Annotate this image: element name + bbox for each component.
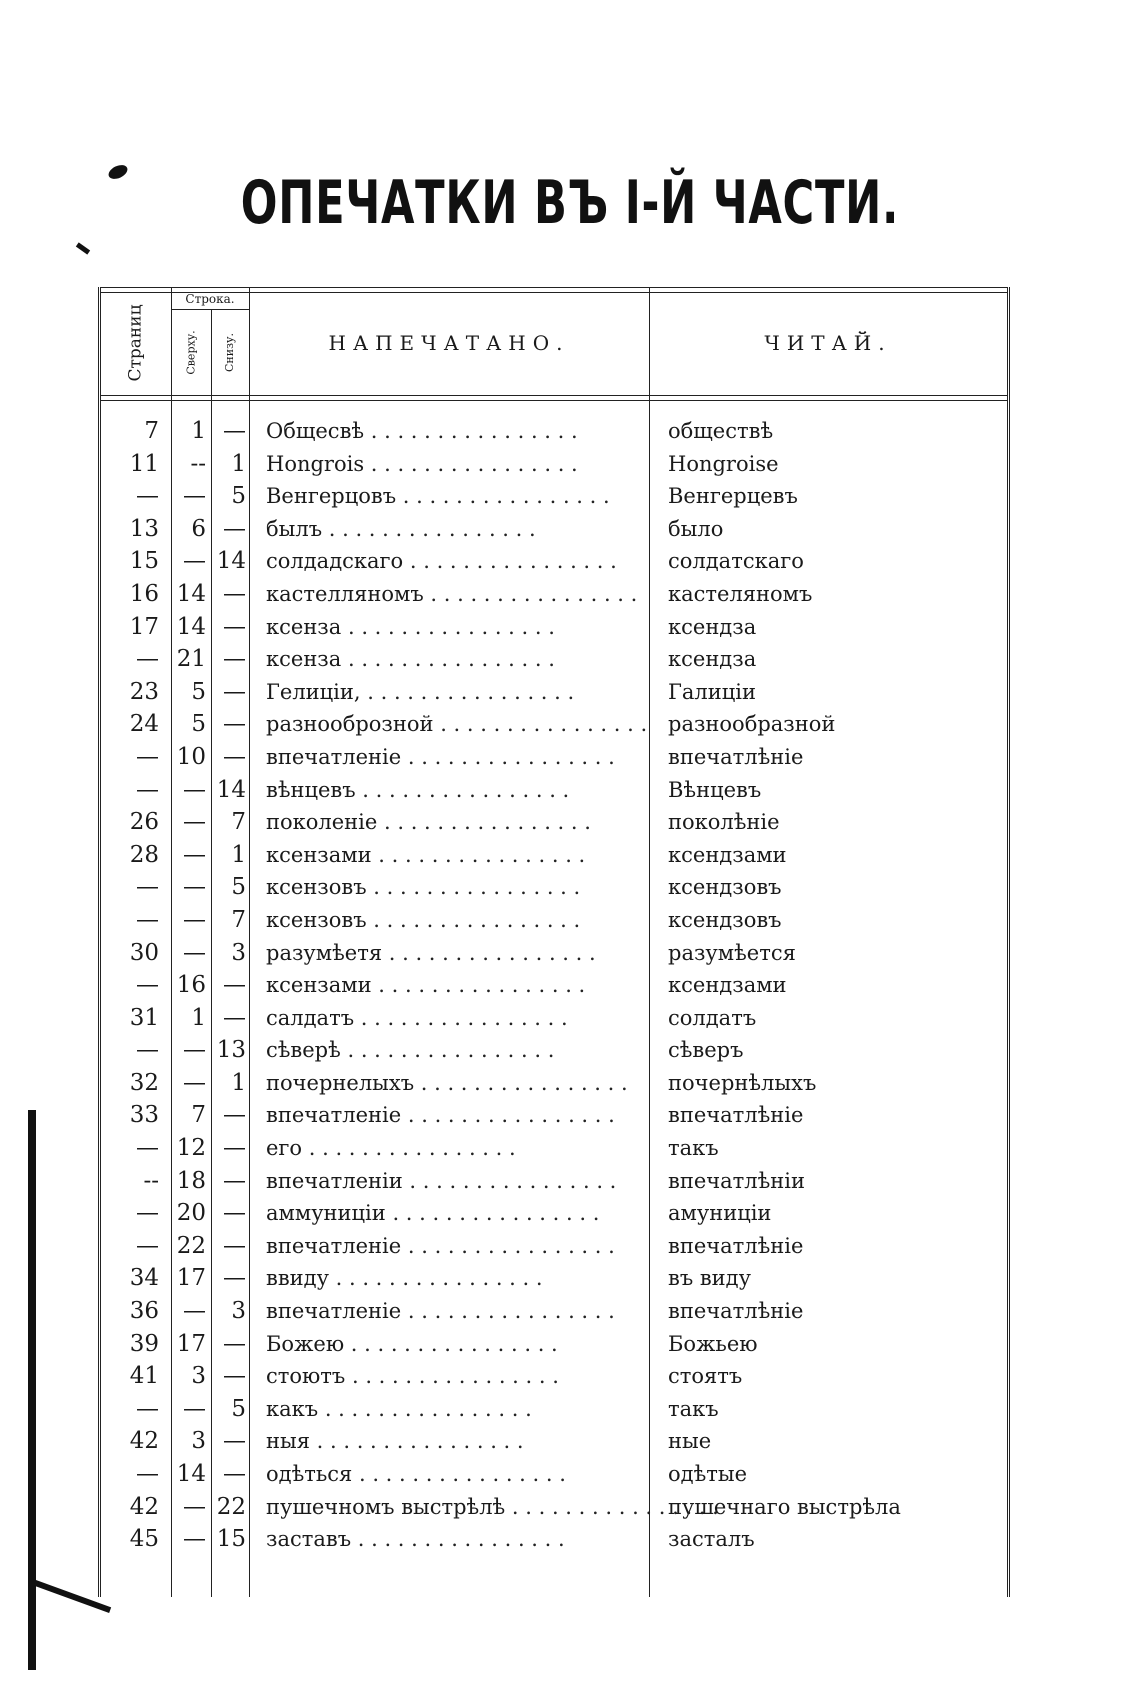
printed-text [266,448,636,481]
dot-leader: . . . . . . . . . . . . . . . . [401,1103,615,1128]
dot-leader: . . . . . . . . . . . . . . . . [401,1233,615,1258]
line-from-top: — [183,1298,206,1325]
dot-leader: . . . . . . . . . . . . . . . . [318,1396,532,1421]
printed-text [266,1328,636,1361]
corrected-text: почернѣлыхъ [668,1070,817,1095]
printed-text [266,839,636,872]
header-printed: НАПЕЧАТАНО. [328,331,570,355]
table-row [101,839,1007,872]
dot-leader: . . . . . . . . . . . . . . . . [341,647,555,672]
line-from-top: 14 [176,1461,206,1487]
page-number: — [136,776,159,803]
table-row [101,1393,1007,1426]
page-number: 13 [129,515,159,542]
line-from-top: 22 [176,1232,206,1259]
table-row [101,545,1007,578]
page-number: — [136,743,159,770]
line-from-bottom: — [223,678,246,705]
dot-leader: . . . . . . . . . . . . . . . . [364,419,578,443]
table-row [101,1197,1007,1230]
corrected-text: ксендзами [668,973,787,998]
line-from-top: 5 [191,678,206,705]
printed-text [266,708,648,741]
errata-table [98,287,1010,1597]
dot-leader: . . . . . . . . . . . . . . . . [402,1168,617,1193]
printed-text [266,1132,636,1165]
table-row [101,1230,1007,1263]
page-number: 42 [129,1493,159,1520]
table-row [101,1491,1007,1524]
table-row [101,1099,1007,1132]
line-from-bottom: 3 [231,939,246,966]
line-from-top: 17 [176,1265,206,1292]
dot-leader: . . . . . . . . . . . . . . . . [366,907,581,932]
line-from-top: — [183,939,206,966]
page-number: 11 [129,450,159,477]
page-number: -- [143,1167,159,1194]
page-number: 15 [129,548,159,575]
table-row [101,1328,1007,1361]
printed-text-value: ксенза [266,647,342,672]
printed-text [266,1458,636,1491]
line-from-bottom: 5 [231,483,246,510]
printed-text [266,513,636,546]
line-from-bottom: — [223,1428,246,1455]
line-from-top: — [183,906,206,933]
line-from-bottom: 7 [231,906,246,933]
dot-leader: . . . . . . . . . . . . . . . . [423,581,638,606]
printed-text-value: стоютъ [266,1364,346,1389]
table-row [101,1165,1007,1198]
printed-text [266,1262,636,1295]
line-from-bottom: 1 [231,841,246,868]
page-number: — [136,1461,159,1487]
line-from-bottom: — [223,1167,246,1194]
page-number: 42 [129,1428,159,1455]
dot-leader: . . . . . . . . . . . . . . . . [377,810,591,835]
corrected-text: впечатлѣніе [668,1103,804,1128]
line-from-bottom: — [223,711,246,738]
line-from-top: — [183,809,206,836]
page-number: 33 [129,1102,159,1129]
printed-text [266,578,636,611]
corrected-text: въ виду [668,1266,751,1291]
printed-text [266,1491,719,1524]
line-from-top: 12 [176,1135,206,1162]
dot-leader: . . . . . . . . . . . . . . . . [396,484,610,509]
table-row [101,1523,1007,1556]
printed-text-value: разумѣетя [266,940,383,965]
table-row [101,1034,1007,1067]
header-pages: Страниц [126,304,146,382]
dot-leader: . . . . . . . . . . . . . . . . [340,1038,555,1063]
printed-text-value: кастелляномъ [266,581,424,606]
page-number: — [136,874,159,901]
page-number: 17 [129,613,159,640]
printed-text-value: ввиду [266,1266,329,1291]
line-from-bottom: — [223,1330,246,1357]
printed-text-value: ксензовъ [266,907,367,932]
dot-leader: . . . . . . . . . . . . . . . . [382,940,596,965]
printed-text-value: ныя [266,1429,310,1454]
corrected-text: впечатлѣніе [668,744,804,769]
line-from-top: 14 [176,613,206,640]
line-from-top: — [183,1493,206,1520]
table-row [101,1458,1007,1491]
dot-leader: . . . . . . . . . . . . . . . . [309,1429,524,1454]
printed-text-value: Общесвѣ [266,419,365,443]
line-from-top: 3 [191,1363,206,1390]
line-from-bottom: — [223,646,246,673]
printed-text [266,545,636,578]
printed-text [266,937,636,970]
printed-text-value: аммуниціи [266,1201,386,1226]
line-from-top: -- [190,450,206,477]
printed-text-value: впечатленіе [266,744,402,769]
page-number: 36 [129,1298,159,1325]
printed-text-value: Венгерцовъ [266,484,397,509]
line-from-bottom: 7 [231,809,246,836]
printed-text-value: ксенза [266,614,342,639]
dot-leader: . . . . . . . . . . . . . . . . [355,777,570,802]
printed-text [266,1034,636,1067]
printed-text-value: разнооброзной [266,712,434,737]
corrected-text: ксендза [668,647,757,672]
printed-text [266,1002,636,1035]
corrected-text: амуниціи [668,1201,772,1226]
printed-text-value: салдатъ [266,1005,355,1030]
printed-text-value: ксензовъ [266,875,367,900]
table-row [101,904,1007,937]
page-number: 41 [129,1363,159,1390]
corrected-text: ксендза [668,614,757,639]
ink-blot [76,242,90,254]
line-from-top: 3 [191,1428,206,1455]
dot-leader: . . . . . . . . . . . . . . . . [403,549,617,574]
page-number: 24 [129,711,159,738]
line-from-bottom: — [223,1461,246,1487]
page-number: 34 [129,1265,159,1292]
line-from-top: 21 [176,646,206,673]
page-number: — [136,1395,159,1422]
corrected-text: кастеляномъ [668,581,813,606]
line-from-bottom: — [223,580,246,607]
dot-leader: . . . . . . . . . . . . . . . . [352,1462,566,1486]
line-from-bottom: — [223,743,246,770]
line-from-bottom: 14 [216,548,246,575]
table-row [101,513,1007,546]
printed-text [266,904,636,937]
table-row [101,774,1007,807]
page-number: 45 [129,1526,159,1553]
dot-leader: . . . . . . . . . . . . . . . . [345,1364,559,1389]
corrected-text: Венгерцевъ [668,484,798,509]
dot-leader: . . . . . . . . . . . . . . . . [328,1266,543,1291]
line-from-bottom: 1 [231,1069,246,1096]
table-row [101,969,1007,1002]
header-from-bottom: Снизу. [223,332,237,372]
line-from-bottom: — [223,972,246,999]
line-from-bottom: — [223,1232,246,1259]
printed-text [266,774,636,807]
corrected-text: ксендзовъ [668,875,782,900]
line-from-bottom: 14 [216,776,246,803]
page-number: 16 [129,580,159,607]
ink-blot [106,162,129,181]
line-from-bottom: 5 [231,874,246,901]
printed-text [266,480,636,513]
printed-text [266,676,636,709]
line-from-bottom: — [223,1363,246,1390]
printed-text [266,1425,636,1458]
corrected-text: Божьею [668,1331,758,1356]
corrected-text: сѣверъ [668,1038,744,1063]
line-from-bottom: 1 [231,450,246,477]
page-number: 7 [144,418,159,444]
table-row [101,1360,1007,1393]
page-number: 26 [129,809,159,836]
corrected-text: такъ [668,1396,719,1421]
corrected-text: такъ [668,1136,719,1161]
line-from-top: — [183,841,206,868]
line-from-bottom: — [223,1200,246,1227]
corrected-text: впечатлѣніи [668,1168,805,1193]
line-from-top: 14 [176,580,206,607]
corrected-text: одѣтые [668,1462,747,1486]
corrected-text: солдатскаго [668,549,804,574]
header-line: Строка. [185,292,235,306]
page-number: — [136,906,159,933]
printed-text-value: ксензами [266,842,372,867]
printed-text-value: одѣться [266,1462,353,1486]
corrected-text: впечатлѣніе [668,1233,804,1258]
dot-leader: . . . . . . . . . . . . . . . . [341,614,555,639]
line-from-top: 6 [191,515,206,542]
dot-leader: . . . . . . . . . . . . . . . . [505,1494,719,1519]
line-from-top: 1 [191,418,206,444]
table-body [101,415,1007,1556]
page-number: 28 [129,841,159,868]
corrected-text: разумѣется [668,940,796,965]
printed-text-value: впечатленіе [266,1103,402,1128]
dot-leader: . . . . . . . . . . . . . . . . [414,1070,628,1095]
line-from-top: — [183,1037,206,1064]
printed-text [266,643,636,676]
page-number: — [136,1037,159,1064]
table-row [101,871,1007,904]
line-from-top: 5 [191,711,206,738]
printed-text [266,1067,636,1100]
corrected-text: ные [668,1429,712,1454]
line-from-bottom: — [223,613,246,640]
page-title: ОПЕЧАТКИ ВЪ І-Й ЧАСТИ. [240,168,900,238]
line-from-top: — [183,874,206,901]
corrected-text: солдатъ [668,1005,757,1030]
dot-leader: . . . . . . . . . . . . . . . . [385,1201,600,1226]
corrected-text: ксендзовъ [668,907,782,932]
printed-text-value: заставъ [266,1527,352,1552]
dot-leader: . . . . . . . . . . . . . . . . [351,1527,565,1552]
dot-leader: . . . . . . . . . . . . . . . . [360,679,575,704]
printed-text [266,611,636,644]
printed-text-value: ксензами [266,973,372,998]
page-number: — [136,646,159,673]
corrected-text: было [668,516,724,541]
printed-text-value: солдадскаго [266,549,404,574]
printed-text-value: его [266,1136,303,1161]
corrected-text: обществѣ [668,419,774,443]
corrected-text: стоятъ [668,1364,743,1389]
line-from-top: — [183,548,206,575]
line-from-bottom: 5 [231,1395,246,1422]
dot-leader: . . . . . . . . . . . . . . . . [371,842,586,867]
line-from-top: — [183,1395,206,1422]
printed-text-value: былъ [266,516,323,541]
dot-leader: . . . . . . . . . . . . . . . . [371,973,586,998]
dot-leader: . . . . . . . . . . . . . . . . [302,1136,516,1161]
printed-text-value: вѣнцевъ [266,777,356,802]
table-row [101,1132,1007,1165]
line-from-top: — [183,483,206,510]
page-number: 23 [129,678,159,705]
line-from-top: 7 [191,1102,206,1129]
page-number: — [136,1135,159,1162]
printed-text [266,1393,636,1426]
printed-text-value: впечатленіе [266,1233,402,1258]
printed-text-value: сѣверѣ [266,1038,341,1063]
line-from-top: — [183,1069,206,1096]
header-bottom-rule [101,395,1007,401]
corrected-text: Галиціи [668,679,756,704]
page-number: — [136,483,159,510]
page-number: 30 [129,939,159,966]
table-row [101,1295,1007,1328]
printed-text [266,969,636,1002]
dot-leader: . . . . . . . . . . . . . . . . [364,451,578,476]
printed-text [266,1230,636,1263]
page-number: 39 [129,1330,159,1357]
printed-text [266,871,636,904]
line-from-bottom: 22 [216,1493,246,1520]
printed-text [266,741,636,774]
line-from-bottom: — [223,1102,246,1129]
table-row [101,448,1007,481]
printed-text [266,415,636,448]
page-number: — [136,1200,159,1227]
corrected-text: впечатлѣніе [668,1299,804,1324]
line-from-top: 18 [176,1167,206,1194]
printed-text [266,1165,636,1198]
printed-text [266,1197,636,1230]
table-row [101,1425,1007,1458]
dot-leader: . . . . . . . . . . . . . . . . [401,1299,615,1324]
dot-leader: . . . . . . . . . . . . . . . . [344,1331,558,1356]
printed-text-value: впечатленіи [266,1168,403,1193]
table-row [101,741,1007,774]
printed-text-value: какъ [266,1396,319,1421]
printed-text [266,1523,636,1556]
corrected-text: Вѣнцевъ [668,777,762,802]
corrected-text: разнообразной [668,712,836,737]
header-from-top: Сверху. [184,329,198,375]
table-row [101,1002,1007,1035]
line-from-top: — [183,776,206,803]
table-row [101,1067,1007,1100]
corrected-text: ксендзами [668,842,787,867]
table-row [101,578,1007,611]
line-from-top: 1 [191,1004,206,1031]
table-row [101,643,1007,676]
line-from-bottom: 15 [216,1526,246,1553]
table-row [101,415,1007,448]
line-from-bottom: — [223,1135,246,1162]
line-from-bottom: — [223,515,246,542]
table-row [101,708,1007,741]
dot-leader: . . . . . . . . . . . . . . . . [354,1005,568,1030]
table-row [101,1262,1007,1295]
printed-text-value: почернелыхъ [266,1070,415,1095]
line-from-bottom: — [223,1265,246,1292]
line-from-bottom: — [223,418,246,444]
dot-leader: . . . . . . . . . . . . . . . . [401,744,615,769]
table-row [101,480,1007,513]
corrected-text: Hongroise [668,451,779,476]
line-from-top: 20 [176,1200,206,1227]
printed-text-value: Гелиціи, [266,679,361,704]
page-number: — [136,1232,159,1259]
dot-leader: . . . . . . . . . . . . . . . . [433,712,648,737]
line-from-bottom: 13 [216,1037,246,1064]
printed-text [266,1099,636,1132]
printed-text [266,1295,636,1328]
printed-text [266,1360,636,1393]
header-read: ЧИТАЙ. [764,331,892,355]
printed-text-value: пушечномъ выстрѣлѣ [266,1494,506,1519]
table-row [101,611,1007,644]
line-group-rule [171,309,249,310]
printed-text-value: впечатленіе [266,1299,402,1324]
dot-leader: . . . . . . . . . . . . . . . . [366,875,581,900]
line-from-top: 10 [176,743,206,770]
line-from-top: — [183,1526,206,1553]
corrected-text: засталъ [668,1527,755,1552]
table-row [101,937,1007,970]
table-row [101,676,1007,709]
line-from-top: 16 [176,972,206,999]
printed-text-value: поколеніе [266,810,378,835]
page-number: 31 [129,1004,159,1031]
line-from-bottom: 3 [231,1298,246,1325]
corrected-text: пушечнаго выстрѣла [668,1494,901,1519]
printed-text [266,806,636,839]
line-from-bottom: — [223,1004,246,1031]
line-from-top: 17 [176,1330,206,1357]
page-number: — [136,972,159,999]
printed-text-value: Hongrois [266,451,365,476]
corrected-text: поколѣніе [668,810,780,835]
dot-leader: . . . . . . . . . . . . . . . . [322,516,536,541]
printed-text-value: Божею [266,1331,345,1356]
table-row [101,806,1007,839]
page-number: 32 [129,1069,159,1096]
